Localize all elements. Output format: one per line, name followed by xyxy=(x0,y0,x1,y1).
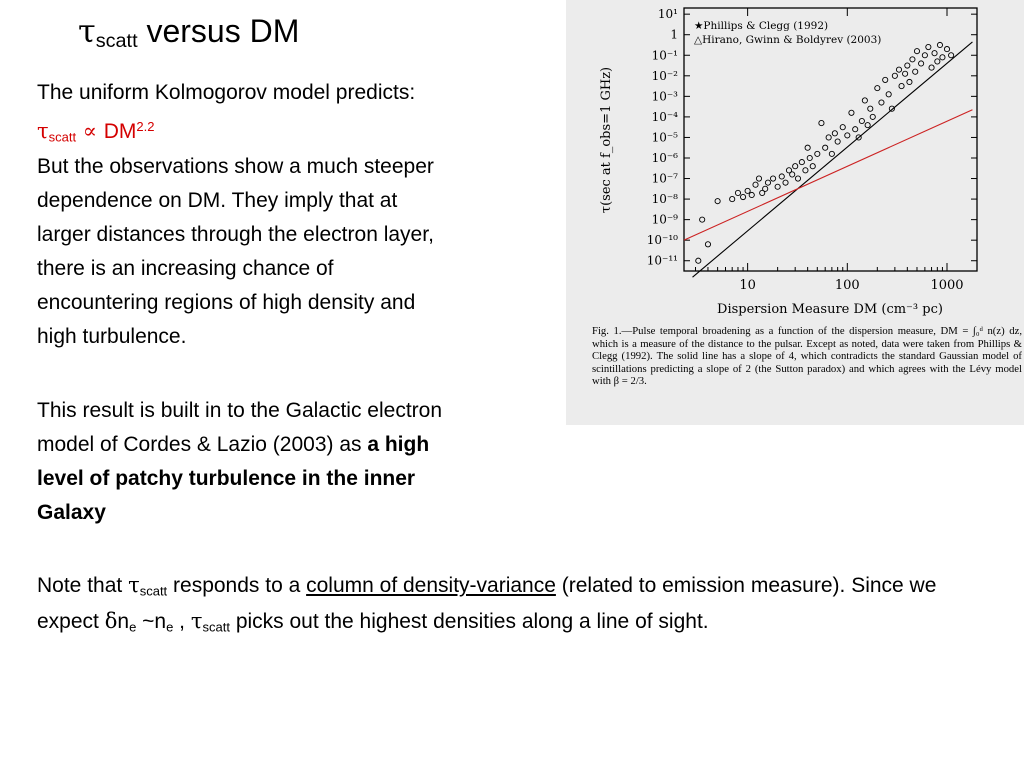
scaling-relation xyxy=(37,110,154,154)
y-tick-label: 10⁻⁵ xyxy=(651,130,678,145)
data-point xyxy=(756,176,761,181)
data-point xyxy=(799,160,804,165)
data-point xyxy=(892,73,897,78)
y-tick-label: 10⁻¹ xyxy=(651,48,678,63)
intro-line: The uniform Kolmogorov model predicts: xyxy=(37,81,416,104)
y-tick-label: 10¹ xyxy=(657,7,678,22)
y-tick-label: 10⁻⁷ xyxy=(651,171,678,186)
underlined-phrase: column of density-variance xyxy=(306,574,556,597)
data-point xyxy=(862,98,867,103)
paragraph-line: larger distances through the electron layer, xyxy=(37,223,434,246)
relation-subscript: scatt xyxy=(48,129,77,145)
scatter-chart xyxy=(566,0,1024,325)
data-point xyxy=(849,110,854,115)
data-point xyxy=(899,83,904,88)
data-point xyxy=(853,127,858,132)
y-tick-label: 10⁻¹¹ xyxy=(646,253,678,268)
data-point xyxy=(807,155,812,160)
data-point xyxy=(949,53,954,58)
data-point xyxy=(907,79,912,84)
data-point xyxy=(810,164,815,169)
data-point xyxy=(903,71,908,76)
data-point xyxy=(886,92,891,97)
paragraph-line: Galaxy xyxy=(37,501,106,524)
data-point xyxy=(740,194,745,199)
note-text: Note that xyxy=(37,574,129,597)
note-text: ~n xyxy=(136,610,167,634)
data-point xyxy=(835,139,840,144)
x-tick-label: 100 xyxy=(834,278,860,293)
y-tick-label: 10⁻² xyxy=(651,68,678,83)
data-point xyxy=(865,123,870,128)
data-point xyxy=(875,86,880,91)
data-point xyxy=(868,106,873,111)
data-point xyxy=(926,44,931,49)
y-tick-label: 10⁻⁴ xyxy=(651,109,678,124)
data-point xyxy=(832,131,837,136)
plain-text: model of Cordes & Lazio (2003) as xyxy=(37,433,368,456)
paragraph-line: But the observations show a much steeper xyxy=(37,155,434,178)
delta-symbol: δ xyxy=(104,609,118,634)
note-text: responds to a xyxy=(167,574,307,597)
data-point xyxy=(914,49,919,54)
fit-line xyxy=(693,42,973,277)
bold-text: a high xyxy=(367,433,430,456)
legend-entry-2: △Hirano, Gwinn & Boldyrev (2003) xyxy=(694,34,882,46)
data-point xyxy=(935,59,940,64)
data-point xyxy=(823,145,828,150)
data-point xyxy=(779,174,784,179)
title-text: versus DM xyxy=(137,13,300,49)
data-point xyxy=(896,67,901,72)
data-point xyxy=(913,69,918,74)
x-tick-label: 10 xyxy=(739,278,756,293)
data-point xyxy=(819,120,824,125)
note-text: picks out the highest densities along a line of sight. xyxy=(229,610,709,634)
data-point xyxy=(870,114,875,119)
y-tick-label: 10⁻¹⁰ xyxy=(646,233,678,248)
data-point xyxy=(910,57,915,62)
y-tick-label: 10⁻³ xyxy=(651,89,678,104)
data-point xyxy=(905,63,910,68)
title-subscript: scatt xyxy=(95,29,138,52)
y-tick-label: 10⁻⁶ xyxy=(651,150,678,165)
relation-dm: DM xyxy=(103,120,137,144)
data-point xyxy=(700,217,705,222)
paragraph-line: encountering regions of high density and xyxy=(37,291,416,314)
model-paragraph xyxy=(37,394,442,530)
relation-tau: τ xyxy=(37,119,49,144)
paragraph-line: dependence on DM. They imply that at xyxy=(37,189,398,212)
x-tick-label: 1000 xyxy=(930,278,964,293)
x-axis-label: Dispersion Measure DM (cm⁻³ pc) xyxy=(717,302,943,317)
data-point xyxy=(845,133,850,138)
data-point xyxy=(749,192,754,197)
relation-exponent: 2.2 xyxy=(136,119,155,134)
note-paragraph xyxy=(37,570,997,643)
y-axis-label: τ(sec at f_obs=1 GHz) xyxy=(599,66,614,214)
data-point xyxy=(696,258,701,263)
note-tau: τ xyxy=(190,609,203,634)
note-text: , xyxy=(173,610,191,634)
data-point xyxy=(940,55,945,60)
data-point xyxy=(929,65,934,70)
data-point xyxy=(745,188,750,193)
y-tick-label: 10⁻⁸ xyxy=(651,192,678,207)
data-point xyxy=(705,242,710,247)
data-point xyxy=(805,145,810,150)
observation-paragraph xyxy=(37,150,434,354)
fit-line xyxy=(684,110,972,240)
paragraph-line: there is an increasing chance of xyxy=(37,257,334,280)
data-point xyxy=(765,180,770,185)
data-point xyxy=(715,199,720,204)
note-text: n xyxy=(117,610,130,634)
data-point xyxy=(793,164,798,169)
data-point xyxy=(919,61,924,66)
data-point xyxy=(770,176,775,181)
data-point xyxy=(790,172,795,177)
data-point xyxy=(826,135,831,140)
data-point xyxy=(753,182,758,187)
paragraph-line: level of patchy turbulence in the inner xyxy=(37,467,416,490)
data-point xyxy=(883,77,888,82)
data-point xyxy=(735,190,740,195)
tau-symbol: τ xyxy=(78,12,96,50)
paragraph-line: high turbulence. xyxy=(37,325,187,348)
data-point xyxy=(922,53,927,58)
note-subscript: e xyxy=(129,619,137,635)
note-text: (related to emission measure). Since we expect xyxy=(37,574,937,634)
data-point xyxy=(944,46,949,51)
figure-caption: Fig. 1.—Pulse temporal broadening as a function of the dispersion measure, DM = ∫₀ᵈ n(z) dz, which is a measure of the distance to the pulsar. Except as noted, data were taken from Phillips & Clegg (1992). The solid line has a slope of 4, which contradicts the standard Gaussian model of scintillations predicting a slope of 2 (the Sutton paradox) and which agrees with the Lévy model with β = 2/3. xyxy=(592,325,1022,388)
slide-title xyxy=(78,12,299,53)
data-point xyxy=(775,184,780,189)
data-point xyxy=(932,51,937,56)
note-subscript: scatt xyxy=(139,583,168,599)
data-point xyxy=(795,176,800,181)
paragraph-line xyxy=(37,428,442,462)
data-point xyxy=(815,151,820,156)
y-tick-label: 1 xyxy=(670,27,678,42)
note-subscript: scatt xyxy=(202,619,230,635)
data-point xyxy=(879,100,884,105)
data-point xyxy=(829,151,834,156)
note-subscript: e xyxy=(166,619,174,635)
proportional-symbol: ∝ xyxy=(76,119,104,144)
data-point xyxy=(783,180,788,185)
note-tau: τ xyxy=(128,573,140,597)
data-point xyxy=(840,125,845,130)
legend-entry-1: ★Phillips & Clegg (1992) xyxy=(694,20,829,32)
data-point xyxy=(803,168,808,173)
data-point xyxy=(763,186,768,191)
data-point xyxy=(730,196,735,201)
data-point xyxy=(937,42,942,47)
data-point xyxy=(859,118,864,123)
y-tick-label: 10⁻⁹ xyxy=(651,212,678,227)
paragraph-line: This result is built in to the Galactic electron xyxy=(37,399,443,422)
